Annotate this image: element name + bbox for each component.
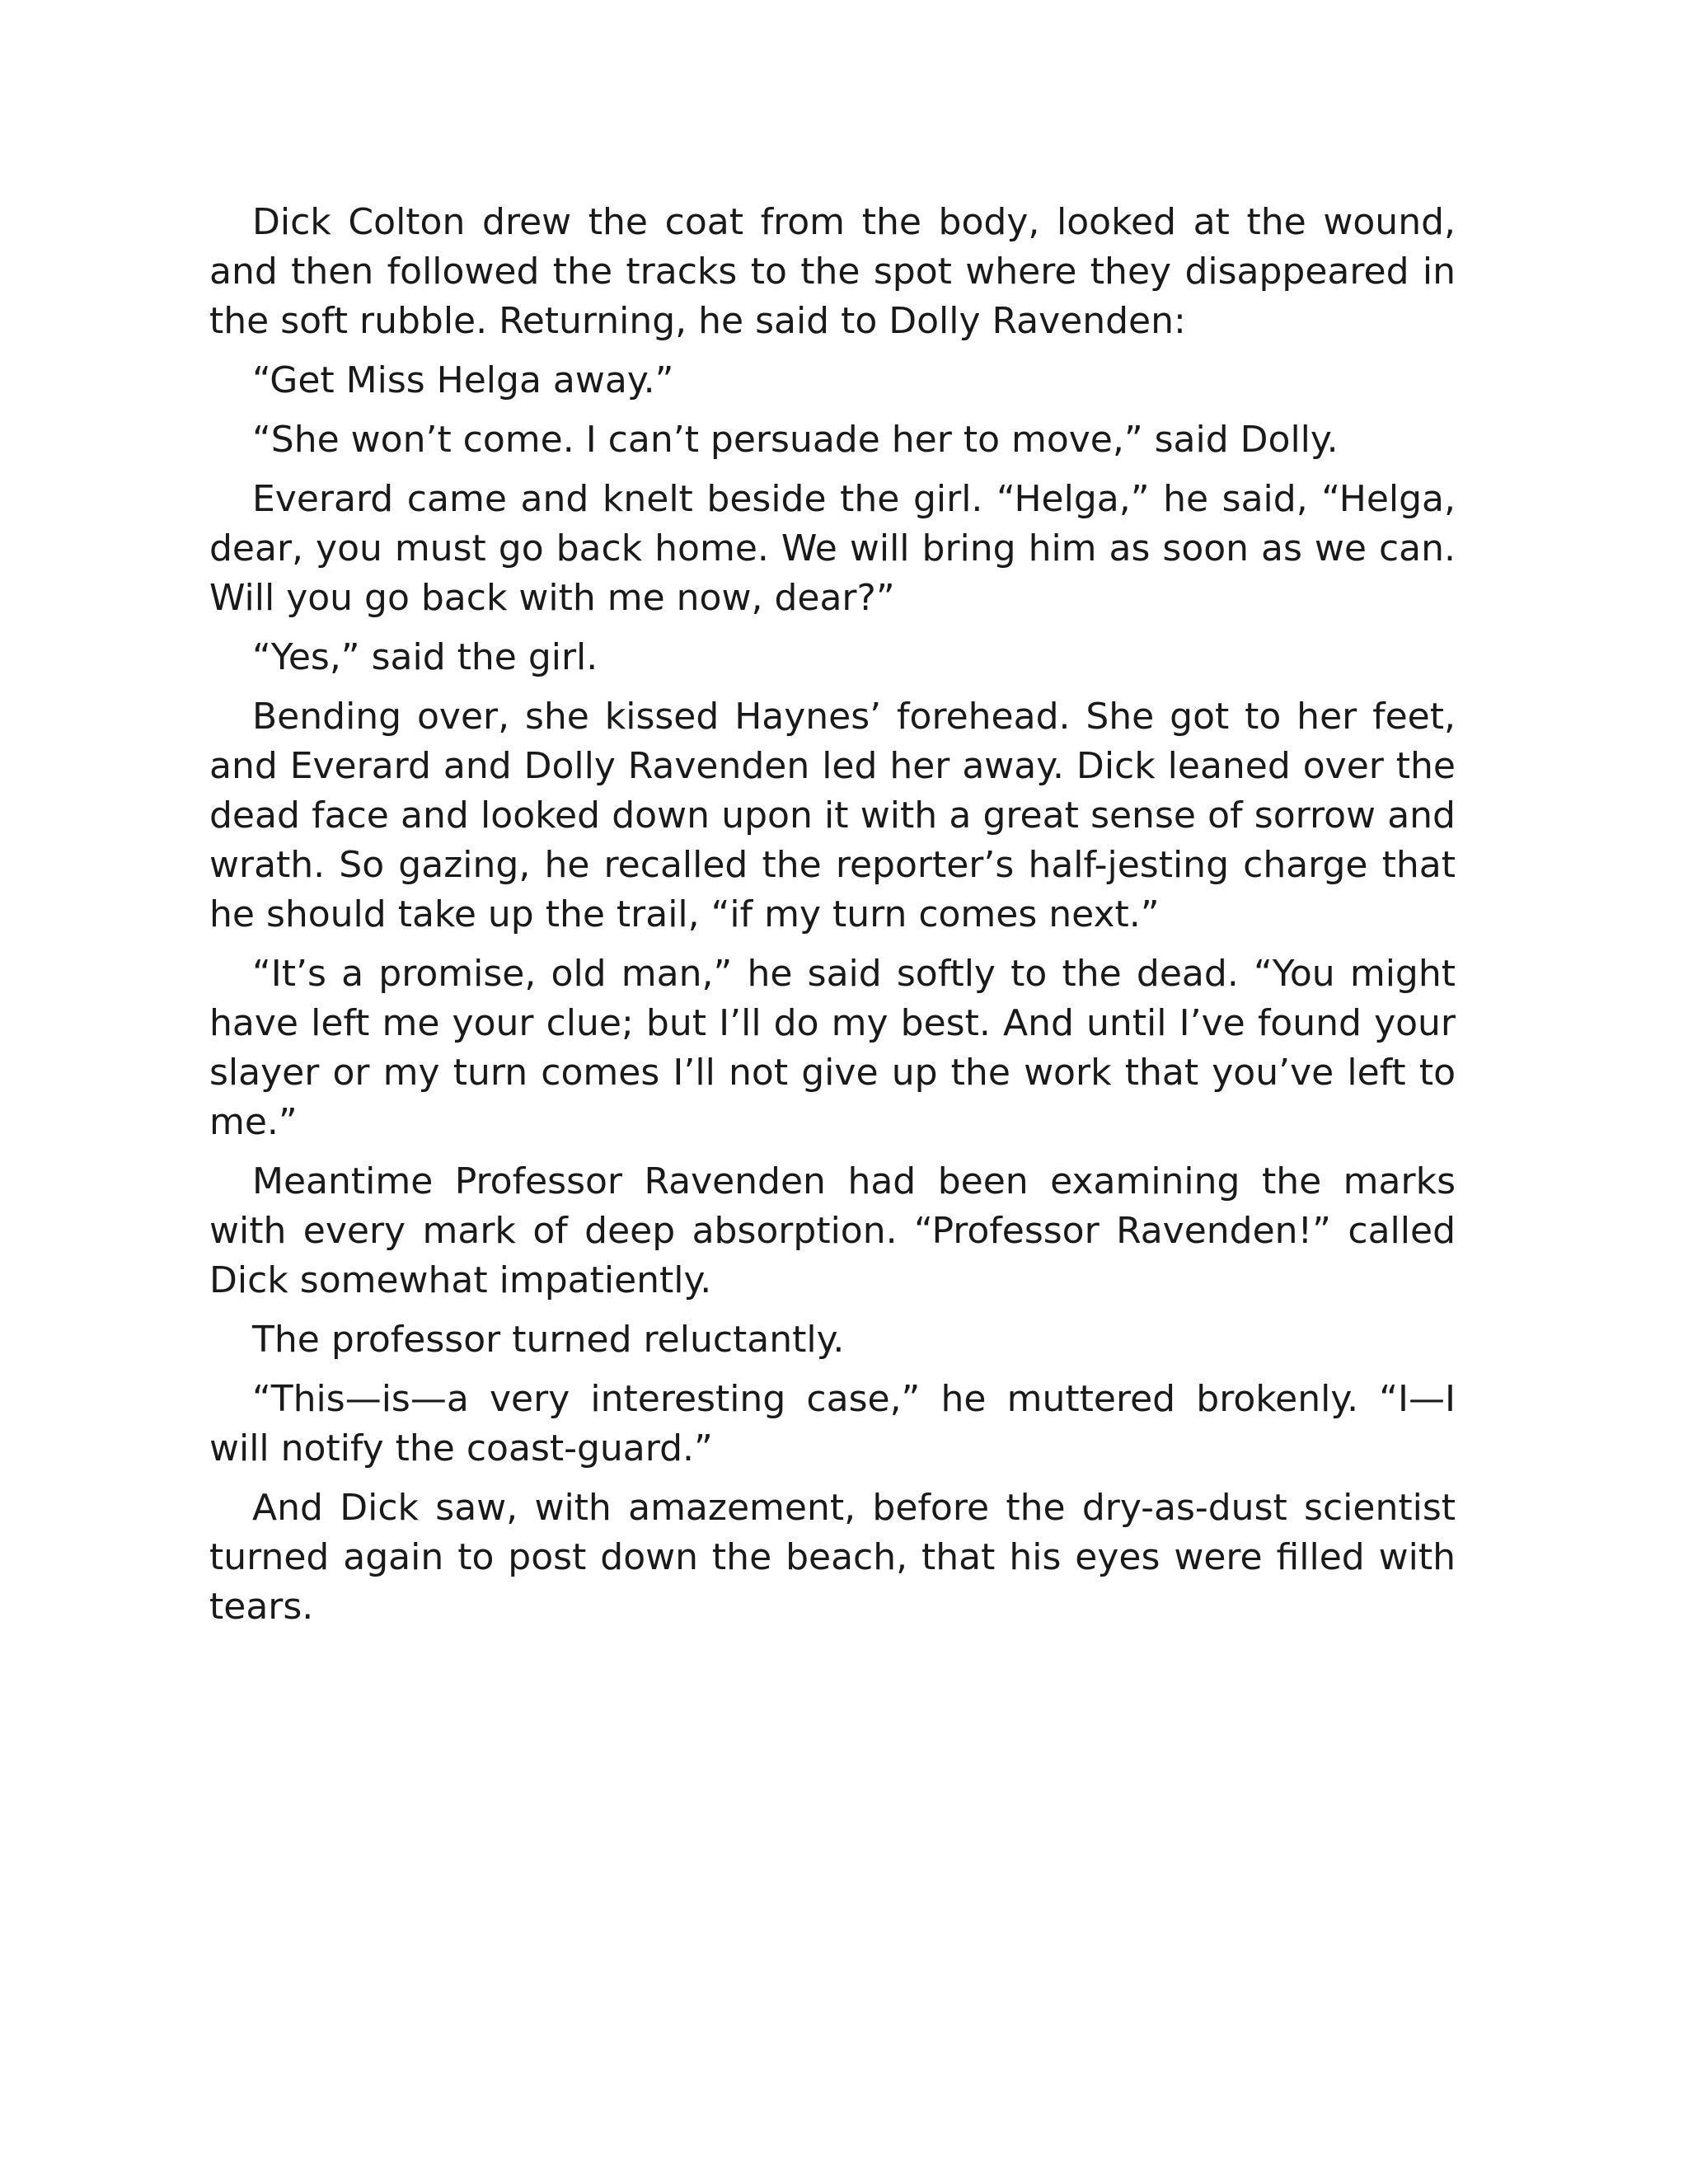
paragraph: “Get Miss Helga away.” <box>252 359 674 401</box>
paragraph: “She won’t come. I can’t persuade her to move,” said Dolly. <box>252 419 1339 461</box>
paragraph: And Dick saw, with amazement, before the dry-as-dust scientist turned again to post down the beach, that his eyes were filled with tears. <box>209 1487 1456 1628</box>
paragraph: Everard came and knelt beside the girl. “Helga,” he said, “Helga, dear, you must go back home. We will bring him as soon as we can. Will you go back with me now, dear?” <box>209 478 1456 619</box>
paragraph: “Yes,” said the girl. <box>252 636 598 678</box>
paragraph: Meantime Professor Ravenden had been examining the marks with every mark of deep absorption. “Professor Ravenden!” called Dick somewhat impatiently. <box>209 1160 1456 1301</box>
paragraph: “This—is—a very interesting case,” he muttered brokenly. “I—I will notify the coast-guard.” <box>209 1378 1456 1469</box>
body-text <box>209 198 1456 1642</box>
paragraph: “It’s a promise, old man,” he said softly to the dead. “You might have left me your clue; but I’ll do my best. And until I’ve found your slayer or my turn comes I’ll not give up the work that you’ve left to me.” <box>209 953 1456 1143</box>
paragraph: Dick Colton drew the coat from the body, looked at the wound, and then followed the tracks to the spot where they disappeared in the soft rubble. Returning, he said to Dolly Ravenden: <box>209 201 1456 342</box>
paragraph: The professor turned reluctantly. <box>252 1319 845 1361</box>
paragraph: Bending over, she kissed Haynes’ forehead. She got to her feet, and Everard and Dolly Ravenden led her away. Dick leaned over the dead face and looked down upon it with a great sense of sorrow and wrath. So gazing, he recalled the reporter’s half-jesting charge that he should take up the trail, “if my turn comes next.” <box>209 696 1456 935</box>
